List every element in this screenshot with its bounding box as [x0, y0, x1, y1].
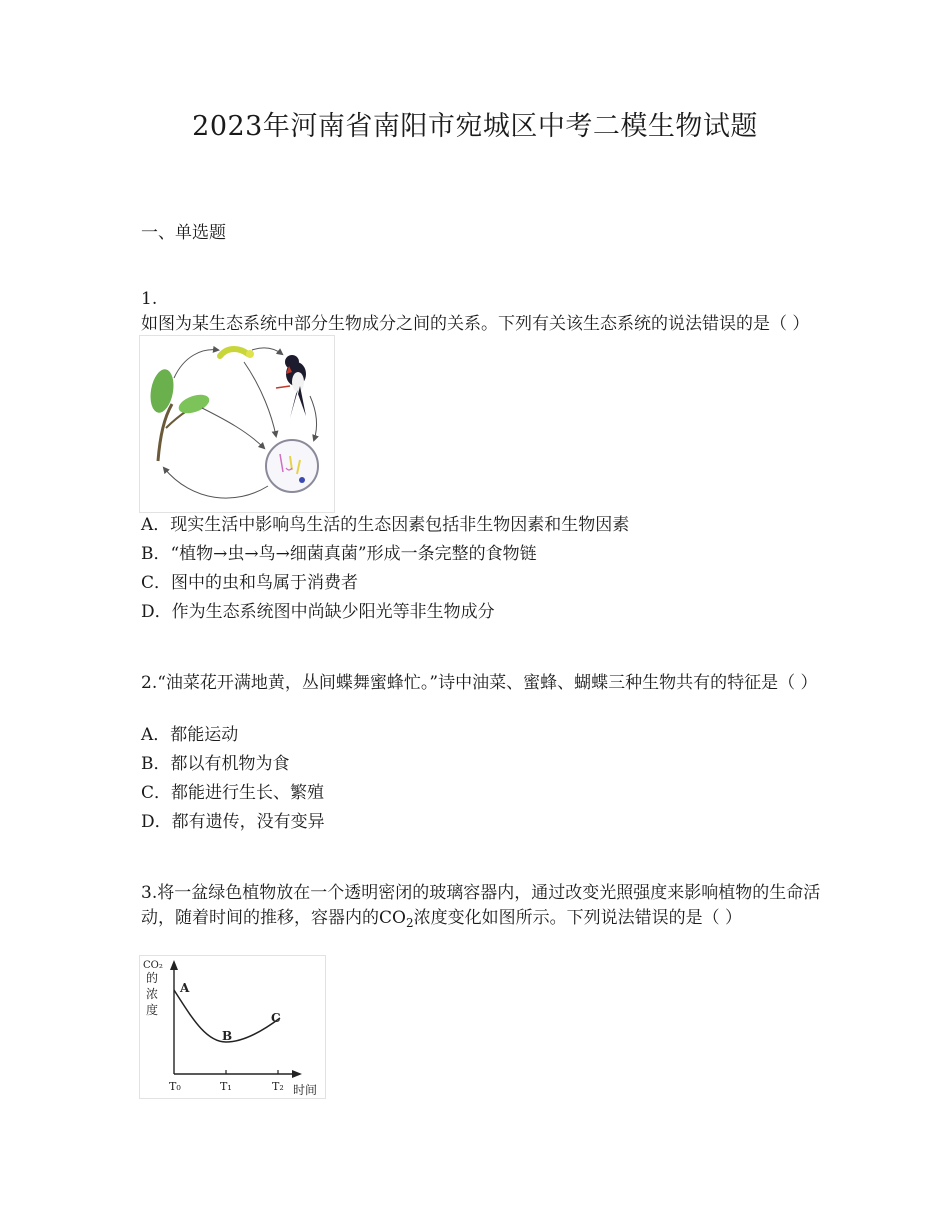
question-2-option-d: D．都有遗传，没有变异 — [141, 812, 325, 832]
question-1-option-a: A．现实生活中影响鸟生活的生态因素包括非生物因素和生物因素 — [141, 515, 630, 535]
question-3-stem: 3.将一盆绿色植物放在一个透明密闭的玻璃容器内，通过改变光照强度来影响植物的生命活动，随着时间的推移，容器内的$CO_2$浓度变化如图所示。下列说法错误的是（ ） — [141, 883, 821, 930]
co2-concentration-graph — [140, 956, 325, 1098]
question-2-option-c: C．都能进行生长、繁殖 — [141, 783, 325, 803]
co2-graph-figure — [139, 955, 326, 1099]
y-axis-label: CO₂ — [143, 960, 163, 971]
page-title: 2023年河南省南阳市宛城区中考二模生物试题 — [192, 111, 758, 142]
point-b-label: B — [222, 1029, 233, 1043]
question-2-stem: 2.“油菜花开满地黄，丛间蝶舞蜜蜂忙。”诗中油菜、蜜蜂、蝴蝶三种生物共有的特征是（ ） — [141, 673, 818, 693]
ecosystem-figure — [139, 335, 335, 513]
question-2-option-a: A．都能运动 — [141, 725, 239, 745]
question-2-option-b: B．都以有机物为食 — [141, 754, 290, 774]
question-1-option-d: D．作为生态系统图中尚缺少阳光等非生物成分 — [141, 602, 495, 622]
point-a-label: A — [180, 981, 190, 995]
point-c-label: C — [271, 1011, 281, 1025]
leaf-icon — [176, 391, 212, 417]
tick-t0-label: T₀ — [169, 1080, 181, 1093]
tick-t2-label: T₂ — [272, 1080, 284, 1093]
section-heading: 一、单选题 — [141, 223, 226, 243]
bird-icon — [276, 355, 306, 418]
question-1-option-b: B．“植物→虫→鸟→细菌真菌”形成一条完整的食物链 — [141, 544, 537, 564]
question-1-option-c: C．图中的虫和鸟属于消费者 — [141, 573, 359, 593]
svg-text:度: 度 — [146, 1003, 159, 1017]
x-axis-label: 时间 — [293, 1083, 318, 1097]
ecosystem-diagram — [140, 336, 334, 512]
insect-icon — [220, 349, 248, 356]
svg-text:的: 的 — [146, 971, 159, 985]
question-1-stem: 1.如图为某生态系统中部分生物成分之间的关系。下列有关该生态系统的说法错误的是（ ） — [141, 289, 810, 334]
tick-t1-label: T₁ — [220, 1080, 232, 1093]
leaf-icon — [147, 367, 176, 414]
svg-text:浓: 浓 — [146, 987, 159, 1001]
